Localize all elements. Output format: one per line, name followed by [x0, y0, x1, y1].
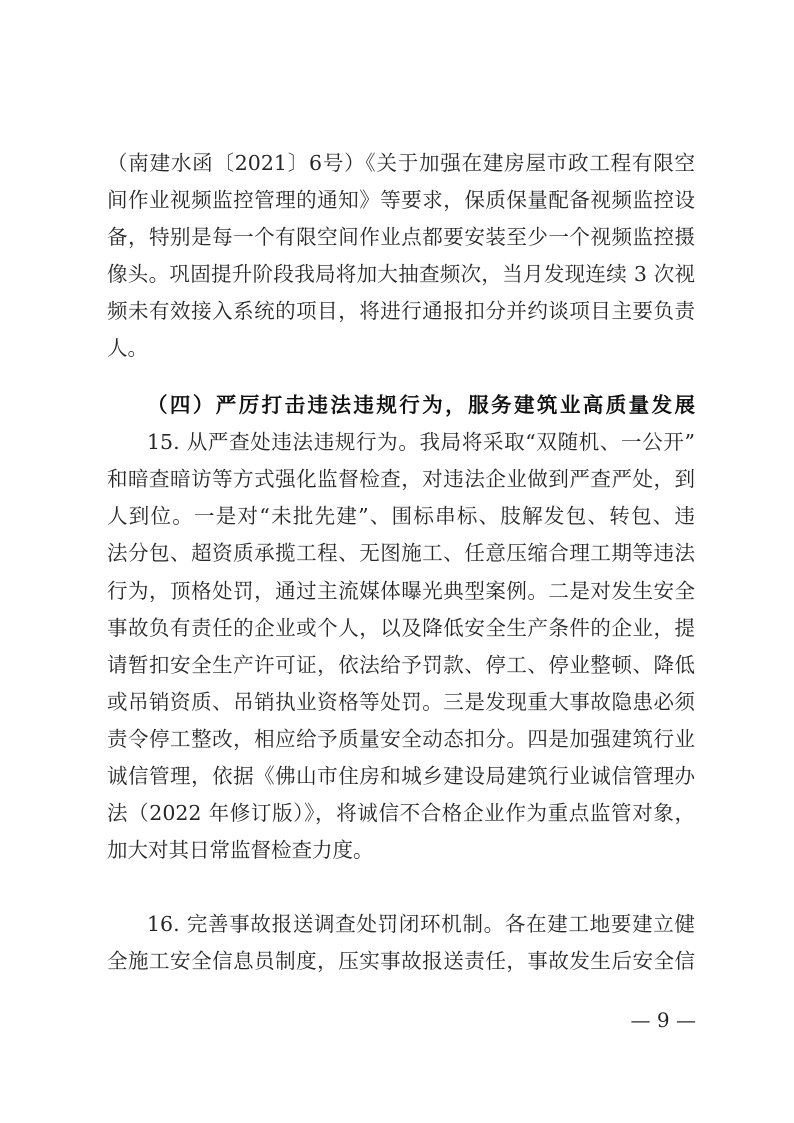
text-line: 人到位。一是对“未批先建”、围标串标、肢解发包、转包、违: [107, 504, 695, 528]
text-line: 事故负有责任的企业或个人，以及降低安全生产条件的企业，提: [107, 616, 695, 640]
text-line: 人。: [107, 336, 148, 360]
text-line: （南建水函〔2021〕6号）《关于加强在建房屋市政工程有限空: [107, 151, 695, 175]
text-line: 像头。巩固提升阶段我局将加大抽查频次，当月发现连续 3 次视: [107, 262, 695, 286]
item-16-first-line: 16. 完善事故报送调查处罚闭环机制。各在建工地要建立健: [147, 912, 695, 936]
text-line: 和暗查暗访等方式强化监督检查，对违法企业做到严查严处，到: [107, 467, 695, 491]
page-number: — 9 —: [630, 1008, 696, 1032]
text-line: 法（2022 年修订版）》，将诚信不合格企业作为重点监管对象，: [107, 801, 695, 825]
text-line: 频未有效接入系统的项目，将进行通报扣分并约谈项目主要负责: [107, 299, 695, 323]
section-heading: （四）严厉打击违法违规行为，服务建筑业高质量发展: [147, 393, 695, 417]
item-15-first-line: 15. 从严查处违法违规行为。我局将采取“双随机、一公开”: [147, 430, 695, 454]
text-line: 请暂扣安全生产许可证，依法给予罚款、停工、停业整顿、降低: [107, 653, 695, 677]
text-line: 加大对其日常监督检查力度。: [107, 838, 374, 862]
text-line: 诚信管理，依据《佛山市住房和城乡建设局建筑行业诚信管理办: [107, 764, 695, 788]
text-line: 法分包、超资质承揽工程、无图施工、任意压缩合理工期等违法: [107, 541, 695, 565]
text-line: 行为，顶格处罚，通过主流媒体曝光典型案例。二是对发生安全: [107, 579, 695, 603]
text-line: 责令停工整改，相应给予质量安全动态扣分。四是加强建筑行业: [107, 727, 695, 751]
text-line: 全施工安全信息员制度，压实事故报送责任，事故发生后安全信: [107, 949, 695, 973]
text-line: 备，特别是每一个有限空间作业点都要安装至少一个视频监控摄: [107, 225, 695, 249]
text-line: 或吊销资质、吊销执业资格等处罚。三是发现重大事故隐患必须: [107, 690, 695, 714]
text-line: 间作业视频监控管理的通知》等要求，保质保量配备视频监控设: [107, 188, 695, 212]
